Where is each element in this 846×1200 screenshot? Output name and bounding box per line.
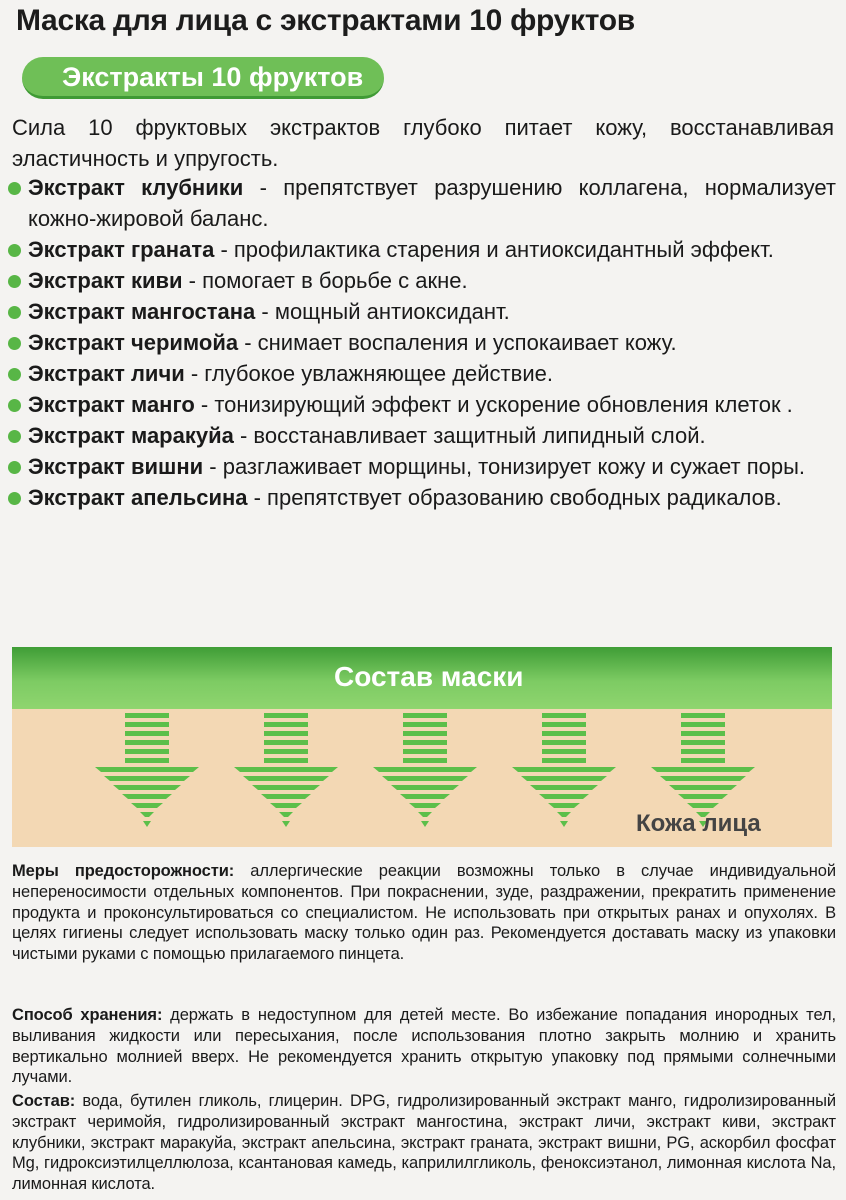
arrow-stripe [264,758,308,763]
extract-description: - профилактика старения и антиоксидантный эффект. [214,237,774,262]
bullet-dot-icon [8,244,21,257]
extract-description: - помогает в борьбе с акне. [182,268,468,293]
extract-name: Экстракт вишни [28,454,204,479]
extract-name: Экстракт клубники [28,175,244,200]
extract-description: - препятствует разрушению коллагена, нормализует кожно-жировой баланс. [28,175,837,231]
extract-name: Экстракт манго [28,392,195,417]
list-item [6,234,836,265]
intro-paragraph: Сила 10 фруктовых экстрактов глубоко питает кожу, восстанавливая эластичность и упругость. [12,115,834,171]
arrow-head-stripe [373,767,477,772]
extract-name: Экстракт граната [28,237,215,262]
precautions-paragraph [12,861,836,965]
arrow-head-stripe [548,803,580,808]
down-arrow-icon [95,713,199,827]
arrow-head-stripe [252,785,320,790]
list-item [6,451,836,482]
storage-text: держать в недоступном для детей месте. Во избежание попадания инородных тел, выливания жидкости или пересыхания, после использования плотно закрыть молнию и хранить вертикально молнией вверх. Не рекомендуется хранить открытую упаковку под прямыми солнечными лучами. [12,1006,836,1087]
composition-paragraph [12,1091,836,1195]
arrow-head-stripe [382,776,468,781]
extract-description: - разглаживает морщины, тонизирует кожу и сужает поры. [203,454,806,479]
bullet-dot-icon [8,430,21,443]
arrow-stripe [542,749,586,754]
skin-label: Кожа лица [636,810,761,837]
extract-name: Экстракт мангостана [28,299,256,324]
arrow-head-stripe [95,767,199,772]
arrow-stripe [125,731,169,736]
extract-description: - мощный антиоксидант. [255,299,510,324]
down-arrow-icon [234,713,338,827]
bullet-dot-icon [8,337,21,350]
extract-description: - глубокое увлажняющее действие. [184,361,553,386]
extract-name: Экстракт черимойа [28,330,239,355]
arrow-stripe [403,731,447,736]
arrow-stripe [681,740,725,745]
list-item [6,265,836,296]
list-item [6,327,836,358]
extract-name: Экстракт апельсина [28,485,248,510]
arrow-head-stripe [122,794,172,799]
arrow-head-stripe [400,794,450,799]
arrow-stripe [681,731,725,736]
bullet-dot-icon [8,275,21,288]
arrow-stripe [403,749,447,754]
arrow-head-stripe [270,803,302,808]
arrow-head-stripe [539,794,589,799]
arrow-head-stripe [557,812,571,817]
extract-description: - снимает воспаления и успокаивает кожу. [238,330,677,355]
arrow-stripe [125,722,169,727]
extract-name: Экстракт киви [28,268,183,293]
section-pill-label: Экстракты 10 фруктов [62,62,364,92]
bullet-dot-icon [8,492,21,505]
list-item [6,358,836,389]
arrow-stripe [542,740,586,745]
list-item [6,389,836,420]
list-item [6,420,836,451]
list-item [6,172,836,234]
arrow-stripe [542,758,586,763]
arrow-stripe [403,713,447,718]
section-pill [22,57,384,99]
page-title: Маска для лица с экстрактами 10 фруктов [16,4,635,37]
arrow-tip [143,821,151,827]
arrow-head-stripe [651,767,755,772]
list-item [6,296,836,327]
arrow-stripe [403,758,447,763]
arrow-head-stripe [391,785,459,790]
arrow-stripe [542,722,586,727]
storage-paragraph [12,1005,836,1088]
arrow-head-stripe [243,776,329,781]
composition-text: вода, бутилен гликоль, глицерин. DPG, гидролизированный экстракт манго, гидролизированный экстракт черимойя, гидролизированный экстракт мангостина, экстракт личи, экстракт киви, экстракт клубники, экстракт маракуйа, экстракт апельсина, экстракт граната, экстракт вишни, PG, аскорбил фосфат Mg, гидроксиэтилцеллюлоза, ксантановая камедь, каприлилгликоль, феноксиэтанол, лимонная кислота Na, лимонная кислота. [12,1092,836,1194]
arrow-stripe [403,722,447,727]
arrow-head-stripe [418,812,432,817]
extract-name: Экстракт личи [28,361,185,386]
precautions-label: Меры предосторожности: [12,862,235,880]
arrow-stripe [681,749,725,754]
diagram-title: Состав маски [334,661,524,692]
arrow-stripe [264,713,308,718]
down-arrow-icon [373,713,477,827]
arrow-head-stripe [521,776,607,781]
precautions-text: аллергические реакции возможны только в случае индивидуальной непереносимости отдельных компонентов. При покраснении, зуде, раздражении, прекратить применение продукта и проконсультироваться со специалистом. Не использовать при открытых ранах и опухолях. В целях гигиены следует использовать маску только один раз. Рекомендуется доставать маску из упаковки чистыми руками с помощью прилагаемого пинцета. [12,862,836,964]
arrow-stripe [125,758,169,763]
extract-description: - восстанавливает защитный липидный слой. [233,423,706,448]
mask-composition-diagram [12,647,832,847]
bullet-dot-icon [8,368,21,381]
arrow-head-stripe [669,785,737,790]
extract-description: - препятствует образованию свободных радикалов. [247,485,782,510]
arrow-head-stripe [131,803,163,808]
arrow-stripe [125,740,169,745]
extracts-list [6,172,836,513]
arrow-stripe [264,731,308,736]
extract-name: Экстракт маракуйа [28,423,234,448]
arrow-head-stripe [279,812,293,817]
arrow-stripe [125,749,169,754]
arrow-stripe [403,740,447,745]
down-arrow-icon [512,713,616,827]
arrow-head-stripe [140,812,154,817]
arrow-head-stripe [409,803,441,808]
arrow-stripe [264,749,308,754]
arrow-tip [282,821,290,827]
arrow-head-stripe [113,785,181,790]
arrow-stripe [264,722,308,727]
arrow-stripe [681,713,725,718]
composition-label: Состав: [12,1092,76,1110]
arrow-head-stripe [104,776,190,781]
bullet-dot-icon [8,461,21,474]
arrow-head-stripe [234,767,338,772]
arrow-stripe [542,731,586,736]
bullet-dot-icon [8,306,21,319]
arrow-head-stripe [261,794,311,799]
arrow-head-stripe [678,794,728,799]
bullet-dot-icon [8,399,21,412]
extract-description: - тонизирующий эффект и ускорение обновления клеток . [194,392,793,417]
storage-label: Способ хранения: [12,1006,163,1024]
arrow-head-stripe [512,767,616,772]
arrow-head-stripe [660,776,746,781]
arrow-head-stripe [687,803,719,808]
list-item [6,482,836,513]
arrow-stripe [264,740,308,745]
arrow-tip [560,821,568,827]
arrow-stripe [125,713,169,718]
bullet-dot-icon [8,182,21,195]
arrow-stripe [681,722,725,727]
arrow-tip [421,821,429,827]
arrow-head-stripe [530,785,598,790]
arrow-stripe [681,758,725,763]
arrow-stripe [542,713,586,718]
